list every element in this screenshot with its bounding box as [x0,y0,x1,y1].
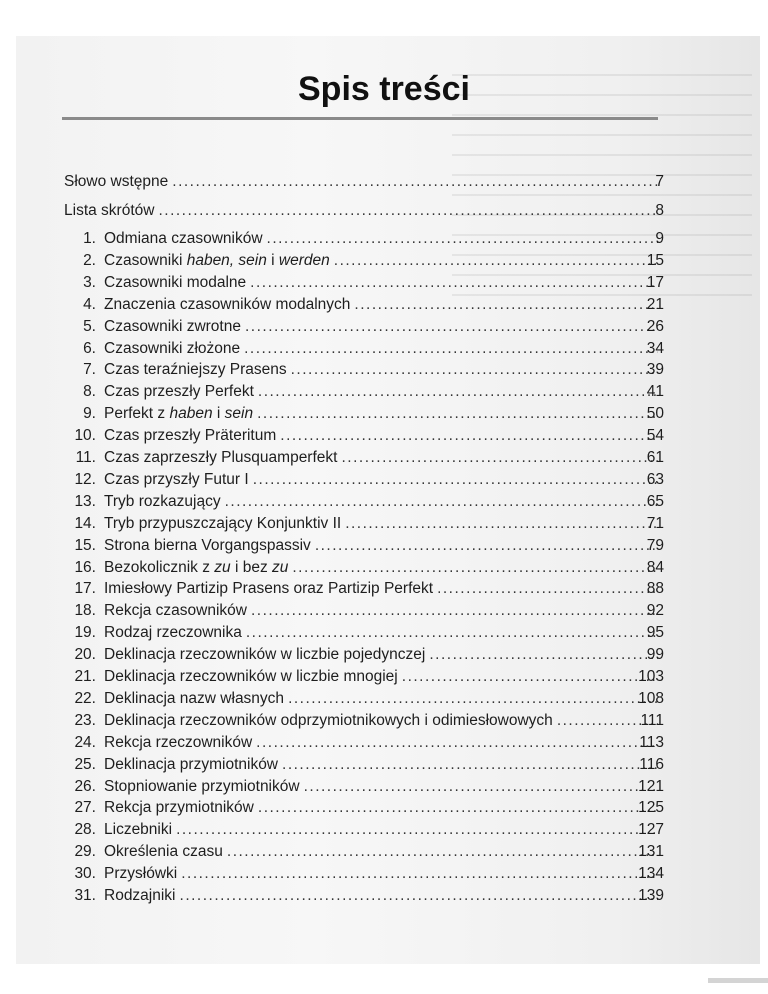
entry-title-part: zu [272,558,289,576]
chapter-number: 12. [74,470,96,488]
page-number: 127 [638,821,664,839]
entry-title [104,228,658,250]
chapter-number: 21. [74,668,96,685]
entry-title-text [104,841,227,863]
entry-title-part: zu [214,558,231,576]
toc-entry [0,200,768,222]
chapter-number: 30. [74,865,96,883]
dot-leader [280,425,658,447]
chapter-number: 23. [74,711,96,729]
entry-title-text [104,338,244,360]
toc-entry [0,622,768,644]
page-number: 108 [638,689,664,707]
toc-entry [0,272,768,294]
page-number: 54 [646,427,664,445]
chapter-number: 8. [83,383,96,401]
entry-title [104,316,658,338]
dot-leader [225,491,658,513]
entry-title [104,447,658,469]
entry-title-part: i bez [230,558,272,576]
entry-title-text [104,797,258,819]
entry-title-text [104,622,246,644]
entry-title-text [104,578,437,600]
entry-title-text [104,294,354,316]
title-underline [62,117,658,120]
dot-leader [244,338,658,360]
entry-title-text [104,710,557,732]
toc-entry [0,535,768,557]
entry-title [104,776,658,798]
entry-title-part: Rekcja przymiotników [104,799,254,817]
chapter-number: 7. [83,361,96,379]
page-number: 88 [646,580,664,598]
toc-entry [0,578,768,600]
dot-leader [250,272,658,294]
entry-title [104,272,658,294]
entry-title [104,294,658,316]
page-number: 84 [646,558,664,576]
dot-leader [315,535,658,557]
toc-entry [0,819,768,841]
page-number: 116 [639,755,664,773]
entry-title-text [104,863,181,885]
chapter-number: 27. [74,799,96,817]
chapter-number: 3. [83,273,96,291]
dot-leader [267,228,658,250]
chapter-number: 18. [74,602,96,620]
entry-title [104,469,658,491]
entry-title [104,863,658,885]
entry-title-part: Perfekt z [104,405,170,423]
entry-title-part: Imiesłowy Partizip Prasens oraz Partizip Perfekt [104,580,434,598]
page-number: 34 [646,339,664,357]
entry-title-text [104,272,250,294]
toc-entry [0,403,768,425]
entry-title-part: Stopniowanie przymiotników [104,777,300,795]
entry-title-text [104,644,429,666]
entry-title [104,491,658,513]
entry-title-part: Strona bierna Vorgangspassiv [104,536,311,554]
dot-leader [354,294,658,316]
chapter-number: 11. [75,449,96,466]
entry-title-part: Określenia czasu [104,843,223,861]
toc-entry [0,666,768,688]
entry-title [104,754,658,776]
page-number: 21 [646,295,664,313]
entry-title-part: Bezokolicznik z [104,558,215,576]
page-number: 103 [638,668,664,685]
entry-title-text [104,447,341,469]
entry-title-part: Deklinacja nazw własnych [104,689,285,707]
toc-entry [0,732,768,754]
entry-title-part: Liczebniki [104,821,173,839]
entry-title [104,797,658,819]
entry-title-part: sein [224,405,254,423]
page-number: 134 [638,865,664,883]
chapter-number: 15. [74,536,96,554]
entry-title-part: Rekcja rzeczowników [104,733,253,751]
entry-title-part: Tryb rozkazujący [104,492,221,510]
entry-title [104,513,658,535]
toc-entry [0,294,768,316]
toc-entry [0,381,768,403]
entry-title-text [104,535,315,557]
entry-title-part: Czas przeszły Präteritum [104,427,277,445]
dot-leader [158,200,658,222]
entry-title-text [104,819,176,841]
toc-entry [0,841,768,863]
page-number: 99 [646,646,664,664]
entry-title-text [104,491,225,513]
chapter-number: 14. [74,514,96,532]
entry-title-text [104,776,304,798]
entry-title-part: Czas zaprzeszły Plusquamperfekt [104,449,338,466]
entry-title-text [104,666,402,688]
entry-title [104,644,658,666]
dot-leader [282,754,658,776]
entry-title-text [104,885,180,907]
chapter-number: 29. [74,843,96,861]
entry-title [104,666,658,688]
toc-entry [0,885,768,907]
entry-title-part: Przysłówki [104,865,178,883]
chapter-number: 22. [74,689,96,707]
toc-entry [0,600,768,622]
dot-leader [304,776,658,798]
toc-entry [0,754,768,776]
entry-title [104,403,658,425]
entry-title-part: Czas przyszły Futur I [104,470,249,488]
page-number: 41 [646,383,664,401]
entry-title-part: Czasowniki [104,251,187,269]
dot-leader [180,885,658,907]
entry-title-part: Lista skrótów [64,202,155,219]
entry-title-part: Deklinacja rzeczowników odprzymiotnikowych i odimiesłowowych [104,711,553,729]
entry-title-text [64,171,172,193]
dot-leader [176,819,658,841]
toc-entry [0,513,768,535]
chapter-number: 26. [74,777,96,795]
dot-leader [291,359,658,381]
entry-title-part: Rodzaj rzeczownika [104,624,242,642]
entry-title-text [104,359,291,381]
chapter-number: 4. [83,295,96,313]
entry-title-part: Rodzajniki [104,887,176,904]
dot-leader [251,600,658,622]
entry-title [104,359,658,381]
entry-title [64,171,658,193]
entry-title-part: Tryb przypuszczający Konjunktiv II [104,514,342,532]
entry-title-text [104,557,292,579]
entry-title-text [104,600,251,622]
entry-title-part: i [212,405,225,423]
page-number: 65 [646,492,664,510]
entry-title-part: Odmiana czasowników [104,230,263,247]
entry-title [104,250,658,272]
toc-entry [0,425,768,447]
chapter-number: 31. [74,887,96,904]
chapter-number: 20. [74,646,96,664]
chapter-number: 19. [74,624,96,642]
page-number: 139 [638,887,664,904]
toc-entry [0,688,768,710]
page-number: 92 [646,602,664,620]
dot-leader [292,557,658,579]
entry-title-text [104,403,257,425]
entry-title [104,732,658,754]
entry-title-part: Czasowniki zwrotne [104,317,241,335]
entry-title [104,535,658,557]
entry-title-text [104,381,258,403]
dot-leader [288,688,658,710]
entry-title [104,710,658,732]
dot-leader [181,863,658,885]
chapter-number: 17. [74,580,96,598]
entry-title-part: Czas teraźniejszy Prasens [104,361,287,379]
dot-leader [245,316,658,338]
page-edge-mark [708,978,768,983]
toc-entry [0,316,768,338]
entry-title-part: Deklinacja przymiotników [104,755,279,773]
page-number: 7 [655,173,664,190]
page-number: 26 [646,317,664,335]
page-number: 61 [646,449,664,466]
entry-title [104,578,658,600]
entry-title [104,885,658,907]
entry-title-text [104,250,334,272]
entry-title-part: Słowo wstępne [64,173,169,190]
entry-title-text [104,688,288,710]
chapter-number: 16. [74,558,96,576]
page-number: 15 [646,251,664,269]
page-number: 63 [646,470,664,488]
entry-title-part: Czas przeszły Perfekt [104,383,254,401]
page-number: 17 [646,273,664,291]
toc-entry [0,338,768,360]
entry-title [104,841,658,863]
entry-title-part: haben, sein [186,251,267,269]
entry-title-part: i [266,251,279,269]
chapter-number: 25. [74,755,96,773]
chapter-number: 9. [83,405,96,423]
toc-entry [0,710,768,732]
toc-entry [0,171,768,193]
toc-entry [0,644,768,666]
toc-entry [0,359,768,381]
toc-entry [0,469,768,491]
toc-entry [0,447,768,469]
dot-leader [334,250,658,272]
page-number: 9 [655,230,664,247]
entry-title-text [104,316,245,338]
entry-title-text [104,469,253,491]
chapter-number: 24. [74,733,96,751]
entry-title [104,557,658,579]
entry-title-part: werden [278,251,330,269]
entry-title-part: Deklinacja rzeczowników w liczbie mnogiej [104,668,398,685]
chapter-number: 2. [83,251,96,269]
entry-title-part: Deklinacja rzeczowników w liczbie pojedynczej [104,646,426,664]
chapter-number: 13. [74,492,96,510]
page-number: 50 [646,405,664,423]
dot-leader [246,622,658,644]
entry-title [104,338,658,360]
dot-leader [257,403,658,425]
toc-entry [0,776,768,798]
entry-title-part: Czasowniki złożone [104,339,241,357]
entry-title-part: Znaczenia czasowników modalnych [104,295,351,313]
entry-title [104,381,658,403]
entry-title [64,200,658,222]
page-number: 39 [646,361,664,379]
toc-entry [0,250,768,272]
entry-title-part: haben [169,405,213,423]
dot-leader [341,447,658,469]
entry-title-text [64,200,158,222]
page-number: 111 [640,711,664,729]
page-number: 121 [638,777,664,795]
chapter-number: 6. [83,339,96,357]
chapter-number: 10. [74,427,96,445]
dot-leader [345,513,658,535]
page-number: 95 [646,624,664,642]
entry-title-text [104,228,267,250]
page-number: 79 [646,536,664,554]
toc-entry [0,228,768,250]
page-number: 71 [646,514,664,532]
entry-title-text [104,513,345,535]
page-number: 125 [638,799,664,817]
entry-title [104,600,658,622]
toc-entry [0,863,768,885]
dot-leader [227,841,658,863]
dot-leader [402,666,658,688]
chapter-number: 5. [83,317,96,335]
entry-title-part: Czasowniki modalne [104,273,247,291]
entry-title-text [104,425,280,447]
dot-leader [258,381,658,403]
entry-title-text [104,732,256,754]
chapter-number: 1. [83,230,96,247]
dot-leader [172,171,658,193]
dot-leader [258,797,658,819]
dot-leader [256,732,658,754]
toc-entry [0,491,768,513]
entry-title [104,688,658,710]
page-title: Spis treści [298,70,470,108]
entry-title [104,622,658,644]
entry-title [104,819,658,841]
dot-leader [253,469,658,491]
entry-title-part: Rekcja czasowników [104,602,247,620]
page-number: 113 [639,733,664,751]
entry-title-text [104,754,282,776]
page-number: 131 [638,843,664,861]
entry-title [104,425,658,447]
chapter-number: 28. [74,821,96,839]
toc-entry [0,797,768,819]
page-number: 8 [655,202,664,219]
toc-entry [0,557,768,579]
